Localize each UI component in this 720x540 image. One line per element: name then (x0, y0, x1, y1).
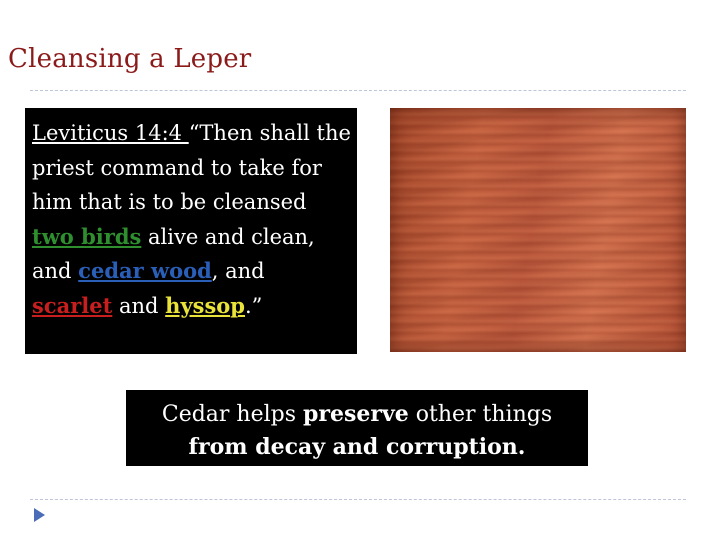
note-text-1: Cedar helps (161, 402, 304, 427)
bottom-divider (30, 499, 686, 500)
cedar-wood-image (390, 108, 686, 352)
note-text-3: from decay and corruption. (188, 434, 526, 460)
cedar-note-box (126, 390, 588, 466)
preserve-emphasis: preserve (303, 401, 409, 427)
verse-text-2: alive and clean, and (32, 224, 315, 283)
verse-text-5: .” (244, 293, 263, 318)
top-divider (30, 90, 686, 91)
cedar-wood-highlight: cedar wood (78, 258, 212, 283)
note-text-2: other things (408, 402, 553, 427)
verse-text-4: and (112, 293, 166, 318)
verse-reference: Leviticus 14:4 (32, 121, 189, 145)
verse-box (25, 108, 357, 354)
scarlet-highlight: scarlet (32, 292, 113, 318)
hyssop-highlight: hyssop (165, 292, 245, 318)
verse-text-3: , and (211, 259, 265, 283)
triangle-bullet-icon (34, 508, 45, 522)
verse-text-1: “Then shall the priest command to take for him that is to be cleansed (32, 121, 351, 214)
slide-title: Cleansing a Leper (8, 44, 252, 74)
two-birds-highlight: two birds (32, 223, 142, 249)
